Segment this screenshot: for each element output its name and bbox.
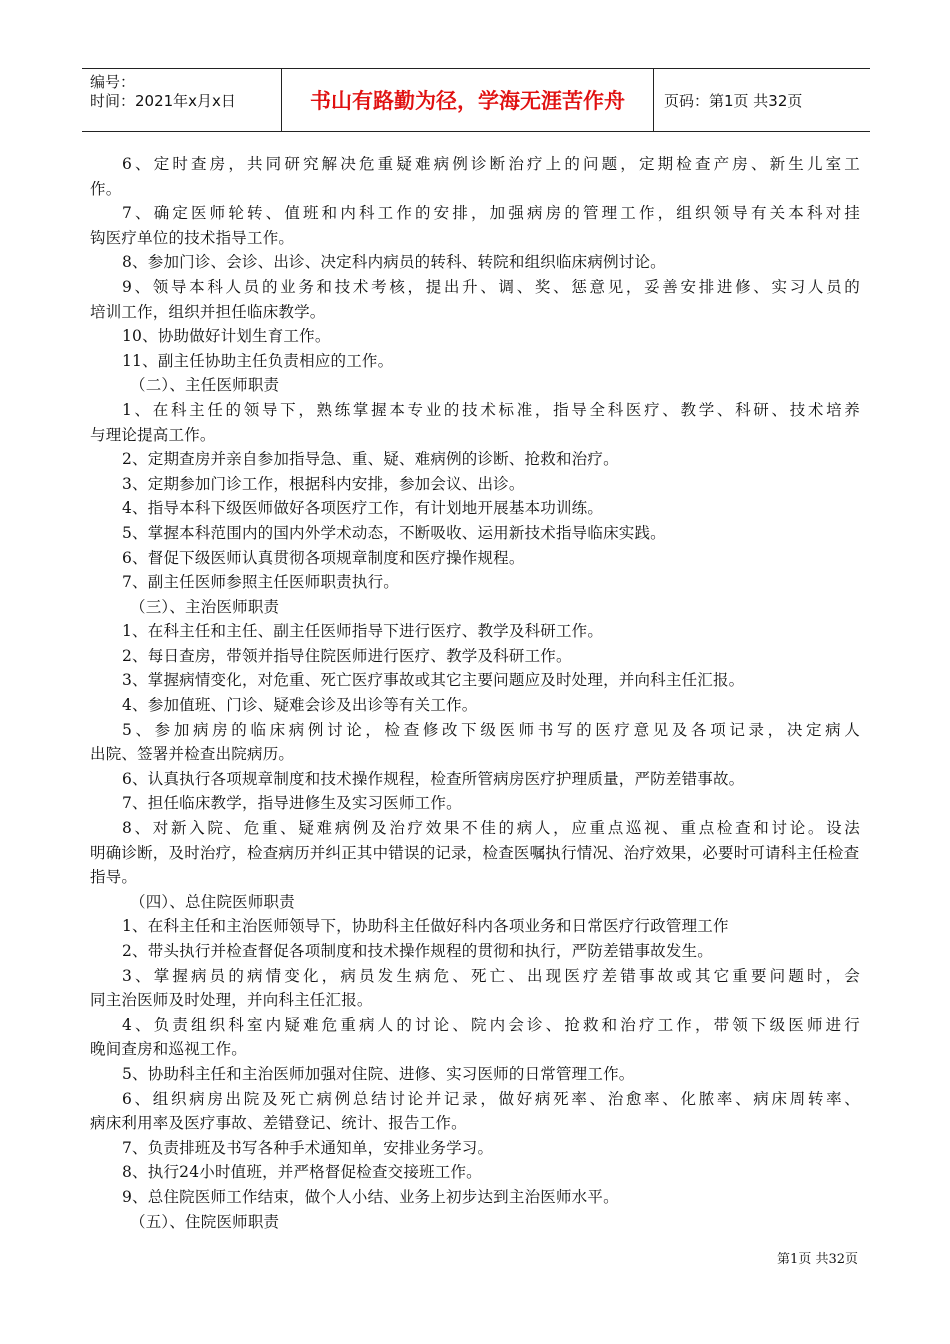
paragraph bbox=[90, 1087, 860, 1136]
section-heading: （三）、主治医师职责 bbox=[130, 597, 280, 616]
paragraph: 11、副主任协助主任负责相应的工作。 bbox=[122, 351, 394, 370]
paragraph bbox=[90, 1013, 860, 1062]
doc-number-label: 编号： bbox=[90, 73, 136, 91]
paragraph-first-line: 6、组织病房出院及死亡病例总结讨论并记录，做好病死率、治愈率、化脓率、病床周转率、 bbox=[122, 1089, 860, 1108]
page-header bbox=[82, 68, 870, 132]
paragraph-first-line: 9、领导本科人员的业务和技术考核，提出升、调、奖、惩意见，妥善安排进修、实习人员的 bbox=[122, 277, 860, 296]
paragraph: 2、每日查房，带领并指导住院医师进行医疗、教学及科研工作。 bbox=[122, 646, 572, 665]
paragraph-continuation: 钩医疗单位的技术指导工作。 bbox=[90, 228, 295, 247]
paragraph: 1、在科主任和主治医师领导下，协助科主任做好科内各项业务和日常医疗行政管理工作 bbox=[122, 917, 729, 936]
doc-time-label: 时间：2021年x月x日 bbox=[90, 92, 236, 110]
paragraph-first-line: 8、对新入院、危重、疑难病例及治疗效果不佳的病人，应重点巡视、重点检查和讨论。设法 bbox=[122, 819, 860, 838]
paragraph bbox=[90, 275, 860, 324]
section-heading: （五）、住院医师职责 bbox=[130, 1212, 280, 1231]
paragraph: 4、指导本科下级医师做好各项医疗工作，有计划地开展基本功训练。 bbox=[122, 499, 604, 518]
header-motto bbox=[282, 69, 654, 131]
paragraph: 6、认真执行各项规章制度和技术操作规程，检查所管病房医疗护理质量，严防差错事故。 bbox=[122, 769, 745, 788]
paragraph-first-line: 7、确定医师轮转、值班和内科工作的安排，加强病房的管理工作，组织领导有关本科对挂 bbox=[122, 204, 860, 223]
header-meta bbox=[82, 69, 282, 131]
paragraph: 5、掌握本科范围内的国内外学术动态，不断吸收、运用新技术指导临床实践。 bbox=[122, 523, 666, 542]
paragraph-first-line: 1、在科主任的领导下，熟练掌握本专业的技术标准，指导全科医疗、教学、科研、技术培养 bbox=[122, 400, 860, 419]
paragraph bbox=[90, 816, 860, 890]
paragraph: 7、负责排班及书写各种手术通知单，安排业务学习。 bbox=[122, 1138, 494, 1157]
paragraph bbox=[90, 718, 860, 767]
paragraph: 5、协助科主任和主治医师加强对住院、进修、实习医师的日常管理工作。 bbox=[122, 1064, 635, 1083]
paragraph: 7、副主任医师参照主任医师职责执行。 bbox=[122, 573, 399, 592]
paragraph bbox=[90, 201, 860, 250]
paragraph: 4、参加值班、门诊、疑难会诊及出诊等有关工作。 bbox=[122, 696, 478, 715]
paragraph: 8、执行24小时值班，并严格督促检查交接班工作。 bbox=[122, 1163, 482, 1182]
paragraph-continuation: 晚间查房和巡视工作。 bbox=[90, 1040, 248, 1059]
paragraph-continuation: 病床利用率及医疗事故、差错登记、统计、报告工作。 bbox=[90, 1114, 467, 1133]
paragraph-continuation: 作。 bbox=[90, 179, 122, 198]
paragraph-continuation: 培训工作，组织并担任临床教学。 bbox=[90, 302, 326, 321]
paragraph: 1、在科主任和主任、副主任医师指导下进行医疗、教学及科研工作。 bbox=[122, 622, 604, 641]
paragraph-first-line: 3、掌握病员的病情变化，病员发生病危、死亡、出现医疗差错事故或其它重要问题时，会 bbox=[122, 966, 860, 985]
paragraph-continuation: 同主治医师及时处理，并向科主任汇报。 bbox=[90, 991, 373, 1010]
paragraph: 2、带头执行并检查督促各项制度和技术操作规程的贯彻和执行，严防差错事故发生。 bbox=[122, 942, 713, 960]
paragraph: 6、督促下级医师认真贯彻各项规章制度和医疗操作规程。 bbox=[122, 548, 525, 567]
paragraph: 3、定期参加门诊工作，根据科内安排，参加会议、出诊。 bbox=[122, 474, 525, 493]
paragraph: 9、总住院医师工作结束，做个人小结、业务上初步达到主治医师水平。 bbox=[122, 1187, 619, 1206]
paragraph bbox=[90, 964, 860, 1013]
paragraph-first-line: 6、定时查房，共同研究解决危重疑难病例诊断治疗上的问题，定期检查产房、新生儿室工 bbox=[122, 155, 860, 173]
paragraph: 7、担任临床教学，指导进修生及实习医师工作。 bbox=[122, 794, 462, 813]
paragraph-first-line: 4、负责组织科室内疑难危重病人的讨论、院内会诊、抢救和治疗工作，带领下级医师进行 bbox=[122, 1015, 860, 1034]
footer-page-number: 第1页 共32页 bbox=[777, 1252, 858, 1267]
paragraph-first-line: 5、参加病房的临床病例讨论，检查修改下级医师书写的医疗意见及各项记录，决定病人 bbox=[122, 720, 860, 739]
paragraph: 3、掌握病情变化，对危重、死亡医疗事故或其它主要问题应及时处理，并向科主任汇报。 bbox=[122, 671, 745, 690]
page-footer bbox=[777, 1248, 858, 1267]
section-heading: （四）、总住院医师职责 bbox=[130, 892, 295, 911]
document-body bbox=[90, 152, 860, 1234]
paragraph: 10、协助做好计划生育工作。 bbox=[122, 327, 331, 346]
header-page-info bbox=[654, 69, 870, 131]
paragraph bbox=[90, 152, 860, 201]
paragraph-continuation: 与理论提高工作。 bbox=[90, 425, 216, 444]
paragraph-continuation: 明确诊断，及时治疗，检查病历并纠正其中错误的记录，检查医嘱执行情况、治疗效果，必要时可请科主任检查指导。 bbox=[90, 843, 860, 887]
header-page-label: 页码：第1页 共32页 bbox=[664, 91, 803, 110]
paragraph-continuation: 出院、签署并检查出院病历。 bbox=[90, 745, 295, 764]
paragraph: 8、参加门诊、会诊、出诊、决定科内病员的转科、转院和组织临床病例讨论。 bbox=[122, 253, 666, 272]
motto-text: 书山有路勤为径，学海无涯苦作舟 bbox=[310, 89, 625, 113]
paragraph: 2、定期查房并亲自参加指导急、重、疑、难病例的诊断、抢救和治疗。 bbox=[122, 450, 619, 469]
section-heading: （二）、主任医师职责 bbox=[130, 376, 280, 395]
paragraph bbox=[90, 398, 860, 447]
